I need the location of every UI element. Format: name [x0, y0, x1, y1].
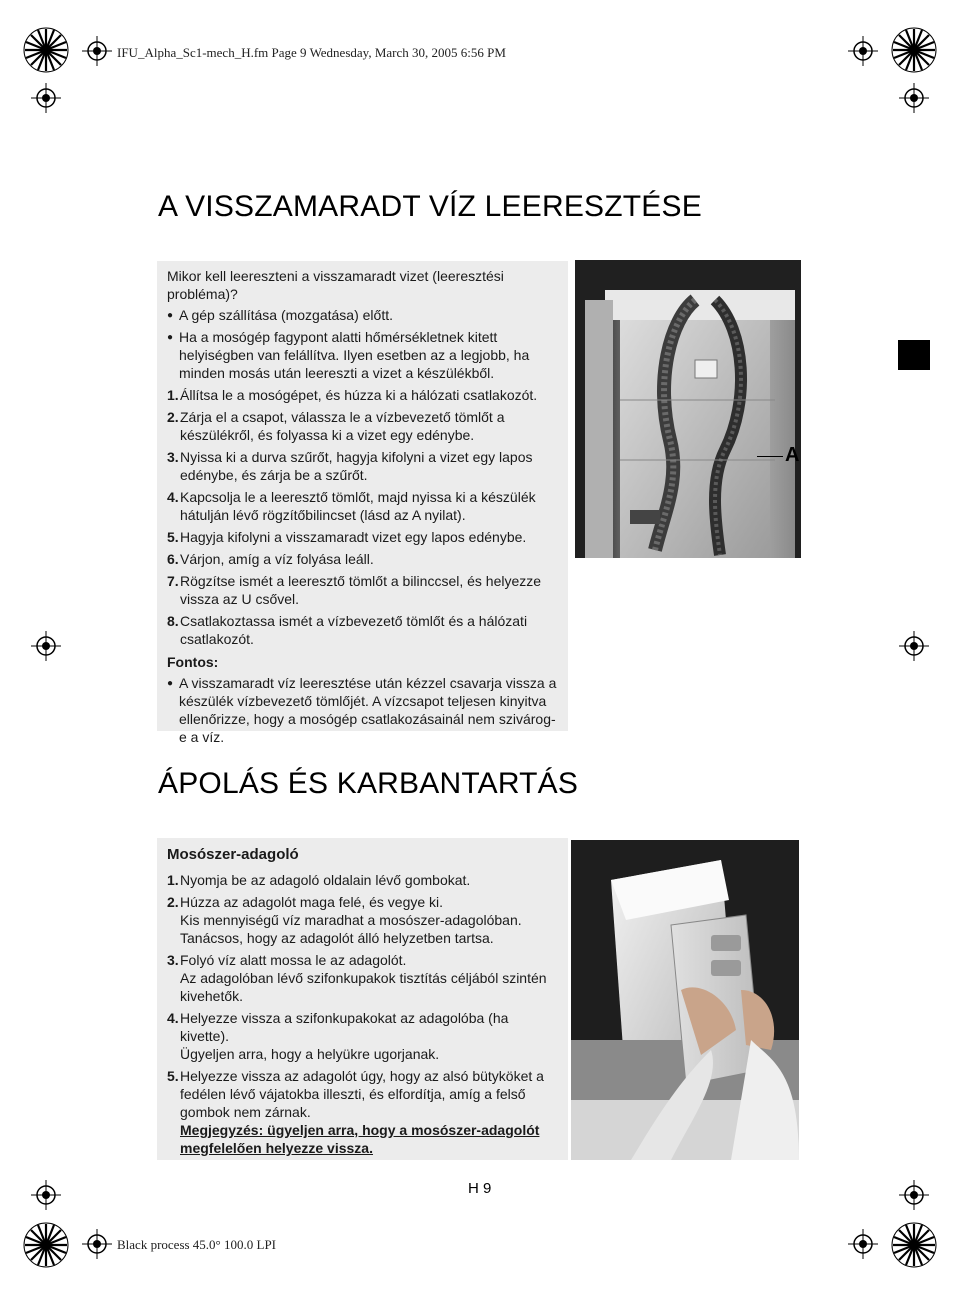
list-item: ● Ha a mosógép fagypont alatti hőmérsékletnek kitett helyiségben van felállítva. Ilyen esetben az a legjobb, ha minden mosás után leereszti a vizet a készülékből. — [167, 329, 530, 381]
list-item: ● A gép szállítása (mozgatása) előtt. — [167, 307, 393, 323]
arrow-a-leader-line — [757, 456, 783, 457]
registration-mark-icon — [899, 83, 929, 113]
color-starburst-icon — [891, 1222, 937, 1268]
page-number: H 9 — [468, 1180, 492, 1197]
registration-mark-icon — [848, 1229, 878, 1259]
step-item: 8. Csatlakoztassa ismét a vízbevezető tömlőt és a hálózati csatlakozót. — [167, 613, 528, 647]
intro-text: Mikor kell leereszteni a visszamaradt vizet (leeresztési probléma)? — [167, 268, 504, 302]
registration-mark-icon — [31, 83, 61, 113]
figure-label-a: A — [785, 444, 800, 466]
thumb-index-tab — [898, 340, 930, 370]
step-item: 3. Nyissa ki a durva szűrőt, hagyja kifolyni a vizet egy lapos edénybe, és zárja be a szűrőt. — [167, 449, 533, 483]
section-title: A VISSZAMARADT VÍZ LEERESZTÉSE — [158, 190, 702, 223]
registration-mark-icon — [82, 36, 112, 66]
print-footer-slug: Black process 45.0° 100.0 LPI — [117, 1237, 277, 1252]
print-header-slug: IFU_Alpha_Sc1-mech_H.fm Page 9 Wednesday, March 30, 2005 6:56 PM — [117, 45, 506, 60]
step-item: 3. Folyó víz alatt mossa le az adagolót. Az adagolóban lévő szifonkupakok tisztítás céljából szintén kivehetők. — [167, 952, 547, 1004]
step-item: 6. Várjon, amíg a víz folyása leáll. — [167, 551, 374, 567]
step-item: 5. Helyezze vissza az adagolót úgy, hogy az alsó bütyköket a fedélen lévő vájatokba illeszti, és elfordítja, amíg a felső gombok nem zárnak. Megjegyzés: ügyeljen arra, hogy a mosószer-adagolót megfelelően helyezze vissza. — [167, 1067, 560, 1157]
step-item: 1. Nyomja be az adagoló oldalain lévő gombokat. — [167, 872, 471, 888]
color-starburst-icon — [23, 1222, 69, 1268]
important-label: Fontos: — [167, 654, 219, 670]
step-item: 5. Hagyja kifolyni a visszamaradt vizet egy lapos edénybe. — [167, 529, 527, 545]
step-item: 2. Húzza az adagolót maga felé, és vegye ki. Kis mennyiségű víz maradhat a mosószer-adagolóban. Tanácsos, hogy az adagolót álló helyzetben tartsa. — [167, 894, 522, 946]
step-item: 7. Rögzítse ismét a leeresztő tömlőt a bilinccsel, és helyezze vissza az U csővel. — [167, 573, 542, 607]
subsection-title: Mosószer-adagoló — [167, 846, 299, 863]
step-item: 1. Állítsa le a mosógépet, és húzza ki a hálózati csatlakozót. — [167, 387, 538, 403]
drain-instructions-box — [157, 261, 568, 745]
step-item: 4. Helyezze vissza a szifonkupakokat az adagolóba (ha kivette). Ügyeljen arra, hogy a helyükre ugorjanak. — [167, 1010, 509, 1062]
list-item: ● A visszamaradt víz leeresztése után kézzel csavarja vissza a készülék vízbevezető tömlőjét. A vízcsapot teljesen kinyitva ellenőrizze, hogy a mosógép csatlakozásainál nem szivárog-e a víz. — [167, 675, 557, 745]
washing-machine-rear-photo — [575, 260, 801, 558]
registration-mark-icon — [82, 1229, 112, 1259]
note-text: Megjegyzés: ügyeljen arra, hogy a mosószer-adagolót megfelelően helyezze vissza. — [180, 1122, 540, 1156]
step-item: 4. Kapcsolja le a leeresztő tömlőt, majd nyissa ki a készülék hátulján lévő rögzítőbilincset (lásd az A nyilat). — [167, 489, 536, 523]
registration-mark-icon — [899, 1180, 929, 1210]
registration-mark-icon — [31, 1180, 61, 1210]
maintenance-instructions-box — [157, 838, 568, 1160]
registration-mark-icon — [848, 36, 878, 66]
color-starburst-icon — [891, 27, 937, 73]
registration-mark-icon — [899, 631, 929, 661]
detergent-dispenser-photo — [571, 840, 799, 1160]
section-title: ÁPOLÁS ÉS KARBANTARTÁS — [158, 767, 579, 800]
registration-mark-icon — [31, 631, 61, 661]
step-item: 2. Zárja el a csapot, válassza le a vízbevezető tömlőt a készülékről, és folyassa ki a vizet egy edénybe. — [167, 409, 505, 443]
color-starburst-icon — [23, 27, 69, 73]
